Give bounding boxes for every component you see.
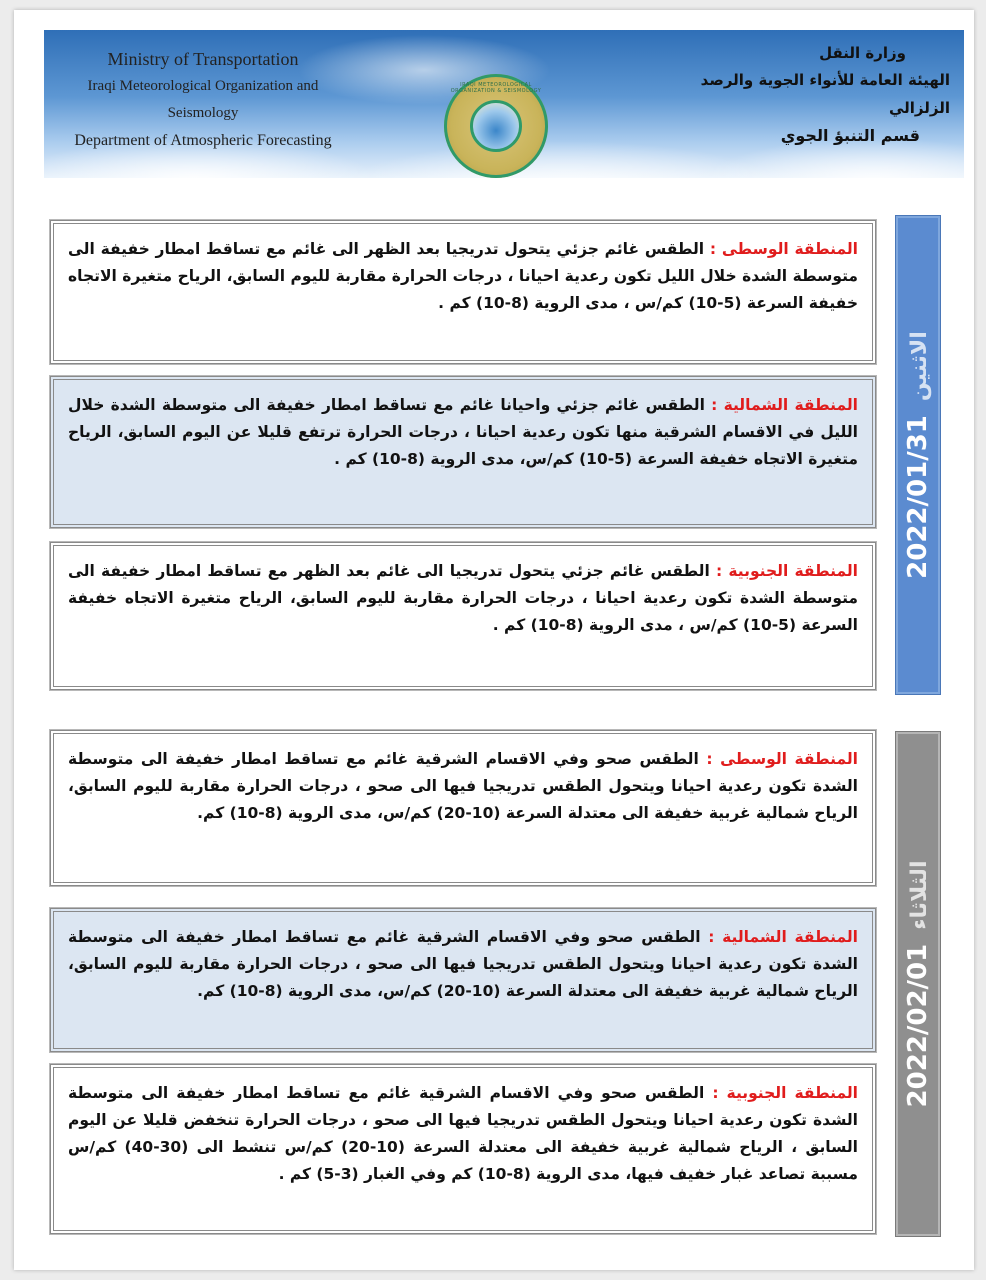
header-banner — [44, 30, 964, 178]
logo-cloud-emblem — [470, 100, 522, 152]
region-label: المنطقة الشمالية : — [711, 396, 858, 414]
date-label — [903, 861, 933, 1108]
forecast-text: الطقس غائم جزئي يتحول تدريجيا الى غائم بعد الظهر مع تساقط امطار خفيفة الى متوسطة الشدة تكون رعدية احيانا ، درجات الحرارة مقاربة لليوم السابق، الرياح متغيرة الاتجاه خفيفة السرعة (5-10) كم/س ، مدى الروية (8-10) كم . — [68, 562, 858, 634]
forecast-text: الطقس غائم جزئي يتحول تدريجيا بعد الظهر الى غائم مع تساقط امطار خفيفة الى متوسطة الشدة خلال الليل تكون رعدية احيانا ، درجات الحرارة مقاربة لليوم السابق، الرياح متغيرة الاتجاه خفيفة السرعة (5-10) كم/س ، مدى الروية (8-10) كم . — [68, 240, 858, 312]
header-english-block — [58, 46, 348, 154]
forecast-box-day1-south — [50, 542, 876, 690]
forecast-box-day2-central — [50, 730, 876, 886]
forecast-text: الطقس صحو وفي الاقسام الشرقية غائم مع تساقط امطار خفيفة الى متوسطة الشدة تكون رعدية احيانا ويتحول الطقس تدريجيا فيها الى صحو ، درجات الحرارة مقاربة لليوم السابق، الرياح شمالية غربية خفيفة الى معتدلة السرعة (10-20) كم/س، مدى الروية (8-10) كم. — [68, 750, 858, 822]
day-name: الثلاثاء — [907, 860, 932, 930]
document-page — [14, 10, 974, 1270]
date-value: 2022/02/01 — [903, 943, 933, 1108]
date-bar-day2 — [896, 732, 940, 1236]
region-label: المنطقة الوسطى : — [706, 750, 858, 768]
forecast-box-day2-south — [50, 1064, 876, 1234]
organization-logo-icon — [444, 74, 548, 178]
region-label: المنطقة الجنوبية : — [712, 1084, 858, 1102]
forecast-text: الطقس غائم جزئي واحيانا غائم مع تساقط امطار خفيفة الى متوسطة الشدة خلال الليل في الاقسام الشرقية منها تكون رعدية احيانا ، درجات الحرارة ترتفع قليلا عن اليوم السابق، الرياح متغيرة الاتجاه خفيفة السرعة (5-10) كم/س، مدى الروية (8-10) كم . — [68, 396, 858, 468]
logo-ring-text: IRAQI METEOROLOGICAL ORGANIZATION & SEISMOLOGY — [450, 82, 542, 94]
ministry-name-ar: وزارة النقل — [819, 44, 906, 62]
forecast-box-day1-central — [50, 220, 876, 364]
department-name-en: Department of Atmospheric Forecasting — [74, 132, 332, 149]
organization-name-en: Iraqi Meteorological Organization and Seismology — [87, 78, 319, 121]
date-value: 2022/01/31 — [903, 415, 933, 579]
organization-name-ar: الهيئة العامة للأنواء الجوية والرصد الزلزالي — [700, 71, 950, 117]
region-label: المنطقة الجنوبية : — [716, 562, 858, 580]
forecast-box-day1-north — [50, 376, 876, 528]
region-label: المنطقة الشمالية : — [708, 928, 858, 946]
ministry-name-en: Ministry of Transportation — [107, 49, 299, 69]
forecast-box-day2-north — [50, 908, 876, 1052]
region-label: المنطقة الوسطى : — [709, 240, 858, 258]
header-arabic-block — [660, 40, 950, 150]
date-label — [903, 331, 933, 579]
forecast-text: الطقس صحو وفي الاقسام الشرقية غائم مع تساقط امطار خفيفة الى متوسطة الشدة تكون رعدية احيانا ويتحول الطقس تدريجيا فيها الى صحو ، درجات الحرارة تنخفض قليلا عن اليوم السابق ، الرياح شمالية غربية خفيفة الى معتدلة السرعة (10-20) كم/س تنشط الى (30-40) كم/س مسببة تصاعد غبار خفيف فيها، مدى الروية (8-10) كم وفي الغبار (3-5) كم . — [68, 1084, 858, 1183]
day-name: الاثنين — [907, 331, 932, 402]
forecast-text: الطقس صحو وفي الاقسام الشرقية غائم مع تساقط امطار خفيفة الى متوسطة الشدة تكون رعدية احيانا ويتحول الطقس تدريجيا فيها الى صحو ، درجات الحرارة مقاربة لليوم السابق، الرياح شمالية غربية خفيفة الى معتدلة السرعة (10-20) كم/س، مدى الروية (8-10) كم. — [68, 928, 858, 1000]
date-bar-day1 — [896, 216, 940, 694]
department-name-ar: قسم التنبؤ الجوي — [780, 126, 920, 145]
